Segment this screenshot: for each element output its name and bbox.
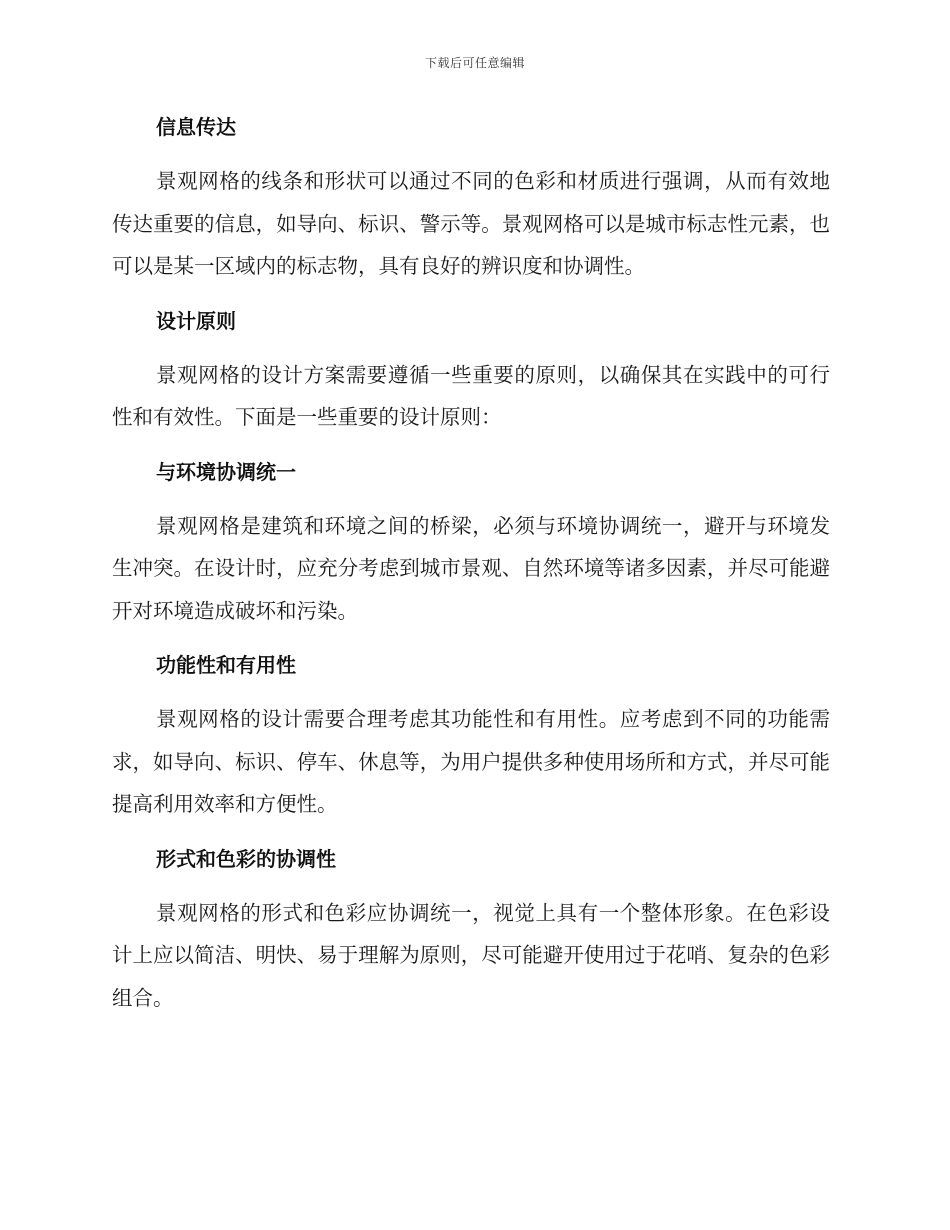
section-paragraph: 景观网格的形式和色彩应协调统一，视觉上具有一个整体形象。在色彩设计上应以简洁、明快、易于理解为原则，尽可能避开使用过于花哨、复杂的色彩组合。 — [112, 900, 830, 1010]
section-heading: 功能性和有用性 — [156, 653, 296, 677]
section-heading: 设计原则 — [156, 308, 236, 333]
section-paragraph: 景观网格的设计需要合理考虑其功能性和有用性。应考虑到不同的功能需求，如导向、标识、停车、休息等，为用户提供多种使用场所和方式，并尽可能提高利用效率和方便性。 — [112, 707, 830, 816]
section-heading: 信息传达 — [156, 115, 236, 139]
section-heading: 形式和色彩的协调性 — [156, 846, 336, 871]
section-design-principles — [112, 302, 830, 439]
page-header: 下载后可任意编辑 — [424, 56, 525, 70]
section-functionality — [112, 646, 830, 826]
document-body — [112, 108, 830, 1033]
section-heading: 与环境协调统一 — [156, 459, 296, 484]
section-paragraph: 景观网格的线条和形状可以通过不同的色彩和材质进行强调，从而有效地传达重要的信息，如导向、标识、警示等。景观网格可以是城市标志性元素，也可以是某一区域内的标志物，具有良好的辨识度和协调性。 — [112, 169, 830, 278]
section-info-delivery — [112, 108, 830, 288]
section-paragraph: 景观网格是建筑和环境之间的桥梁，必须与环境协调统一，避开与环境发生冲突。在设计时，应充分考虑到城市景观、自然环境等诸多因素，并尽可能避开对环境造成破坏和污染。 — [112, 513, 830, 623]
section-paragraph: 景观网格的设计方案需要遵循一些重要的原则，以确保其在实践中的可行性和有效性。下面是一些重要的设计原则： — [112, 362, 830, 429]
section-environment-harmony — [112, 453, 830, 633]
section-form-color — [112, 840, 830, 1020]
